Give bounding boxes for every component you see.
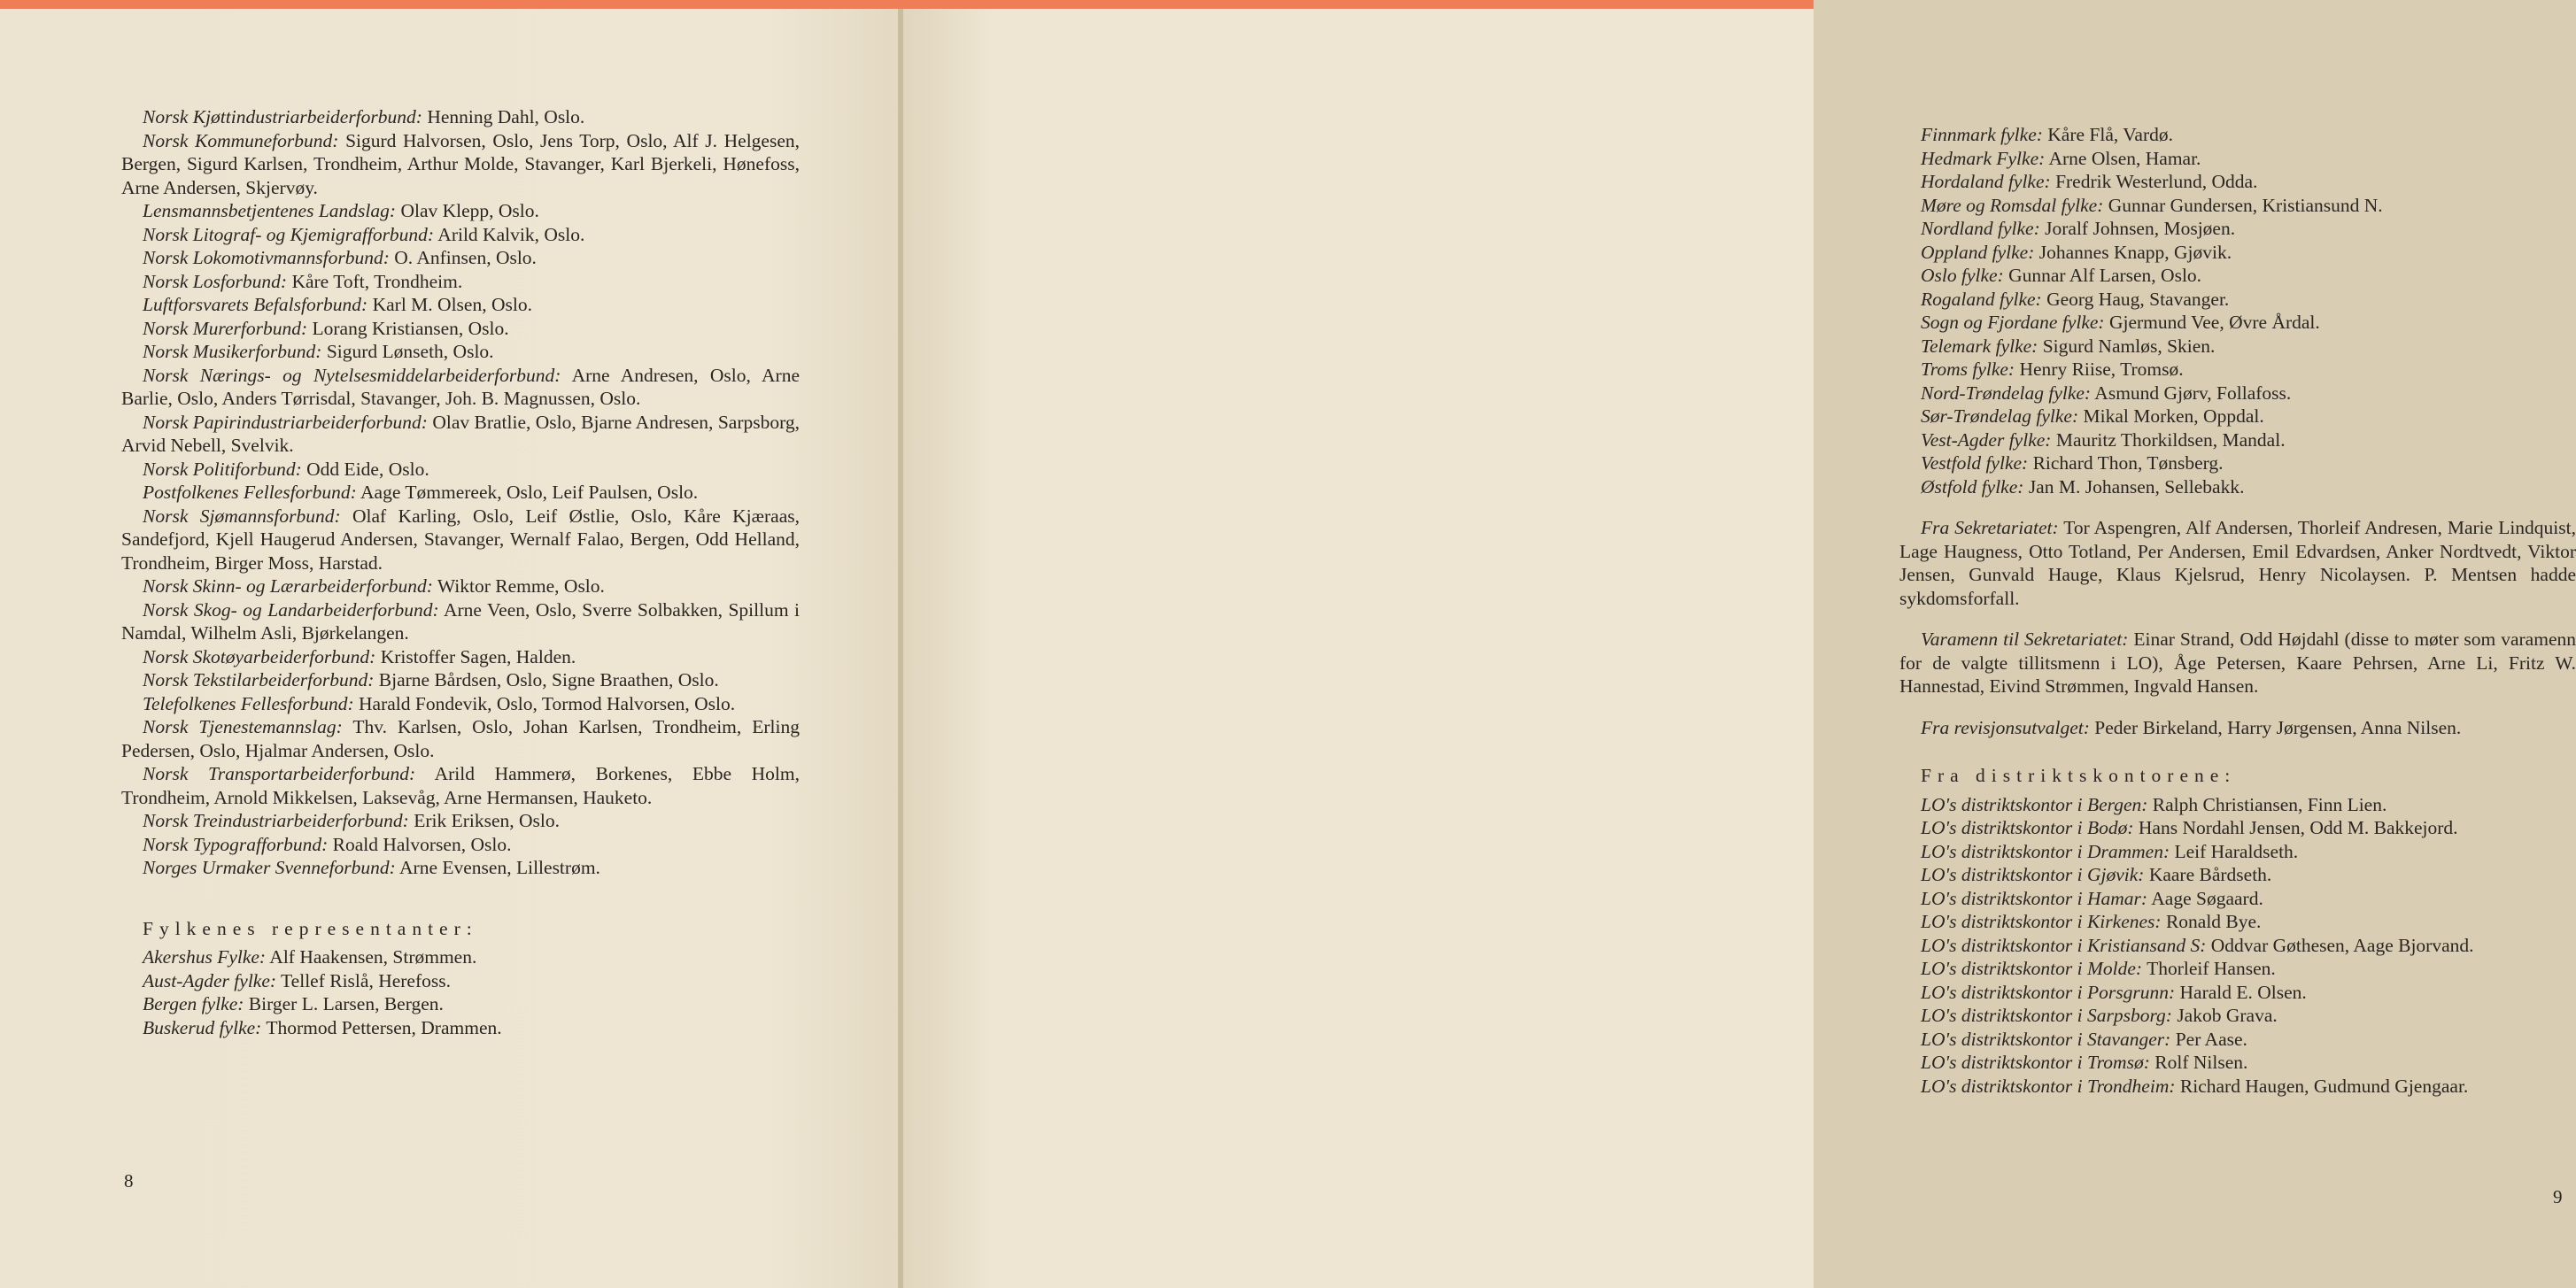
entry-organization: Norsk Papirindustriarbeiderforbund: (143, 411, 428, 433)
entry-members: Arne Veen, Oslo, Sverre Solbakken, Spillum i Namdal, Wilhelm Asli, Bjørkelangen. (121, 598, 800, 644)
entry (1899, 241, 2576, 265)
entry-organization: Fra Sekretariatet: (1921, 517, 2059, 538)
entry-organization: Norsk Transportarbeiderforbund: (143, 763, 416, 784)
entry-members: Arne Olsen, Hamar. (2048, 147, 2201, 169)
entry-members: Erik Eriksen, Oslo. (414, 810, 561, 831)
entry (1899, 516, 2576, 610)
entry (121, 223, 800, 247)
entry-organization: LO's distriktskontor i Bodø: (1921, 817, 2134, 838)
entry-members: Jakob Grava. (2177, 1005, 2278, 1026)
entry-organization: LO's distriktskontor i Trondheim: (1921, 1075, 2176, 1097)
entry (121, 945, 800, 969)
entry-organization: Fra revisjonsutvalget: (1921, 716, 2090, 738)
entry (1899, 123, 2576, 147)
left-page (0, 9, 900, 1288)
entry-members: Arne Andresen, Oslo, Arne Barlie, Oslo, Anders Tørrisdal, Stavanger, Joh. B. Magnussen, Oslo. (121, 364, 801, 409)
entry (121, 992, 800, 1016)
entry (1899, 910, 2576, 934)
entry (1899, 628, 2576, 698)
entry-members: Peder Birkeland, Harry Jørgensen, Anna Nilsen. (2094, 716, 2462, 738)
district-office-list (1899, 793, 2576, 1099)
entry-members: Roald Halvorsen, Oslo. (332, 833, 512, 855)
secretariat-block (1899, 516, 2576, 610)
entry (1899, 1028, 2576, 1052)
entry-members: Kristoffer Sagen, Halden. (380, 645, 576, 667)
entry-members: Aage Tømmereek, Oslo, Leif Paulsen, Oslo. (360, 482, 699, 503)
entry (121, 340, 800, 364)
entry (121, 969, 800, 993)
entry (121, 129, 800, 200)
entry-members: Thormod Pettersen, Drammen. (266, 1016, 502, 1038)
entry-organization: LO's distriktskontor i Kristiansand S: (1921, 934, 2207, 956)
entry-organization: LO's distriktskontor i Kirkenes: (1921, 911, 2162, 932)
entry-organization: Nordland fylke: (1921, 218, 2040, 239)
entry-members: Arne Evensen, Lillestrøm. (399, 857, 600, 878)
entry-organization: Oslo fylke: (1921, 265, 2004, 286)
county-list-left (121, 945, 800, 1039)
entry (1899, 887, 2576, 911)
entry-members: Lorang Kristiansen, Oslo. (312, 317, 509, 339)
entry (121, 411, 800, 458)
counties-heading: Fylkenes representanter: (143, 917, 478, 939)
entry-organization: Norsk Sjømannsforbund: (143, 505, 341, 527)
top-color-stripe (0, 0, 1814, 9)
entry-organization: Norsk Kommuneforbund: (143, 129, 339, 151)
entry-members: Bjarne Bårdsen, Oslo, Signe Braathen, Oslo. (378, 669, 719, 690)
entry-members: Oddvar Gøthesen, Aage Bjorvand. (2210, 934, 2474, 956)
district-offices-heading: Fra distriktskontorene: (1921, 765, 2237, 786)
entry-organization: LO's distriktskontor i Drammen: (1921, 840, 2170, 862)
entry (1899, 793, 2576, 817)
entry-organization: Møre og Romsdal fylke: (1921, 194, 2104, 216)
entry (1899, 217, 2576, 241)
entry-organization: Finnmark fylke: (1921, 124, 2043, 145)
entry-organization: Sogn og Fjordane fylke: (1921, 312, 2105, 333)
entry-organization: Norsk Skog- og Landarbeiderforbund: (143, 598, 439, 621)
entry-organization: Telefolkenes Fellesforbund: (143, 692, 354, 714)
entry (121, 199, 800, 223)
entry-members: Richard Haugen, Gudmund Gjengaar. (2179, 1075, 2469, 1097)
entry-members: Gunnar Gundersen, Kristiansund N. (2108, 194, 2383, 216)
entry-organization: Norsk Treindustriarbeiderforbund: (143, 810, 409, 831)
entry (121, 715, 800, 762)
entry (121, 575, 800, 598)
entry (1899, 288, 2576, 312)
entry-organization: Bergen fylke: (143, 993, 244, 1014)
entry-members: Harald Fondevik, Oslo, Tormod Halvorsen, Oslo. (359, 692, 736, 714)
right-page (903, 9, 2576, 1288)
entry-members: Jan M. Johansen, Sellebakk. (2028, 475, 2245, 497)
entry-members: Rolf Nilsen. (2154, 1052, 2248, 1073)
entry-organization: Sør-Trøndelag fylke: (1921, 405, 2079, 427)
entry-members: Kaare Bårdseth. (2148, 864, 2272, 885)
entry (1899, 716, 2576, 740)
entry-members: Sigurd Namløs, Skien. (2042, 335, 2216, 357)
entry-organization: Varamenn til Sekretariatet: (1921, 629, 2129, 650)
entry-organization: Norsk Litograf- og Kjemigrafforbund: (143, 223, 435, 245)
entry-members: Thorleif Hansen. (2147, 958, 2276, 979)
entry-organization: LO's distriktskontor i Molde: (1921, 958, 2143, 979)
entry (121, 246, 800, 270)
entry-organization: Norsk Losforbund: (143, 270, 288, 292)
entry-members: Johannes Knapp, Gjøvik. (2038, 241, 2232, 263)
entry (121, 505, 800, 575)
entry-organization: LO's distriktskontor i Hamar: (1921, 887, 2148, 909)
entry-members: Birger L. Larsen, Bergen. (248, 993, 444, 1014)
entry-members: Joralf Johnsen, Mosjøen. (2045, 218, 2236, 239)
entry (121, 105, 800, 129)
entry-members: Arild Hammerø, Borkenes, Ebbe Holm, Trondheim, Arnold Mikkelsen, Laksevåg, Arne Hermansen, Hauketo. (121, 763, 800, 808)
deputies-block (1899, 628, 2576, 698)
left-column (121, 105, 800, 1039)
page-number-right: 9 (2553, 1186, 2563, 1207)
entry (1899, 382, 2576, 405)
entry-members: Einar Strand, Odd Højdahl (disse to møter som varamenn for de valgte tillitsmenn i LO), Åge Petersen, Kaare Pehrsen, Arne Li, Fritz W. Hannestad, Eivind Strømmen, Ingvald Hansen. (1899, 629, 2576, 697)
entry-organization: Norsk Typografforbund: (143, 833, 329, 855)
entry (1899, 863, 2576, 887)
entry-organization: LO's distriktskontor i Stavanger: (1921, 1028, 2171, 1050)
entry (121, 645, 800, 669)
entry (1899, 311, 2576, 335)
entry (121, 692, 800, 716)
entry-members: Aage Søgaard. (2151, 887, 2263, 909)
right-column (1899, 123, 2576, 1098)
entry-members: Arild Kalvik, Oslo. (437, 223, 585, 245)
entry-members: Ronald Bye. (2165, 911, 2262, 932)
entry (1899, 405, 2576, 428)
entry (1899, 1051, 2576, 1075)
entry-members: Fredrik Westerlund, Odda. (2055, 171, 2258, 192)
entry (121, 833, 800, 857)
entry-organization: Norsk Lokomotivmannsforbund: (143, 247, 390, 268)
entry-organization: Aust-Agder fylke: (143, 969, 277, 991)
entry-organization: Akershus Fylke: (143, 946, 267, 968)
entry-organization: Luftforsvarets Befalsforbund: (143, 294, 368, 315)
entry-members: Ralph Christiansen, Finn Lien. (2152, 793, 2387, 815)
entry-members: Per Aase. (2175, 1028, 2247, 1050)
entry (121, 598, 800, 645)
entry-organization: Hedmark Fylke: (1921, 147, 2046, 169)
entry (1899, 1075, 2576, 1099)
entry-organization: Oppland fylke: (1921, 241, 2035, 263)
entry-members: Gunnar Alf Larsen, Oslo. (2008, 265, 2202, 286)
entry-organization: LO's distriktskontor i Gjøvik: (1921, 864, 2145, 885)
entry (1899, 840, 2576, 864)
entry (1899, 428, 2576, 452)
entry-organization: Lensmannsbetjentenes Landslag: (143, 200, 397, 221)
entry-organization: Hordaland fylke: (1921, 171, 2051, 192)
entry-members: Mikal Morken, Oppdal. (2083, 405, 2264, 427)
entry-members: Henning Dahl, Oslo. (427, 106, 585, 127)
entry-members: Sigurd Halvorsen, Oslo, Jens Torp, Oslo, Alf J. Helgesen, Bergen, Sigurd Karlsen, Trondheim, Arthur Molde, Stavanger, Karl Bjerkeli, Hønefoss, Arne Andersen, Skjervøy. (121, 129, 801, 198)
entry (1899, 934, 2576, 958)
entry (121, 481, 800, 505)
entry-members: Wiktor Remme, Oslo. (437, 575, 605, 597)
entry-members: Odd Eide, Oslo. (306, 458, 429, 480)
entry (1899, 358, 2576, 382)
entry-organization: Buskerud fylke: (143, 1016, 262, 1038)
entry-organization: Norsk Musikerforbund: (143, 341, 322, 362)
entry-organization: Norsk Kjøttindustriarbeiderforbund: (143, 106, 422, 127)
entry-members: Asmund Gjørv, Follafoss. (2094, 382, 2292, 404)
entry-members: Harald E. Olsen. (2179, 981, 2307, 1003)
entry (121, 1016, 800, 1040)
entry-members: Richard Thon, Tønsberg. (2032, 452, 2224, 474)
entry-organization: Østfold fylke: (1921, 475, 2024, 497)
entry-organization: Postfolkenes Fellesforbund: (143, 482, 357, 503)
entry-organization: Vest-Agder fylke: (1921, 428, 2052, 451)
entry-organization: LO's distriktskontor i Tromsø: (1921, 1052, 2150, 1073)
entry-organization: Vestfold fylke: (1921, 452, 2029, 474)
entry-organization: Norsk Tekstilarbeiderforbund: (143, 669, 375, 690)
entry (1899, 451, 2576, 475)
entry-organization: LO's distriktskontor i Porsgrunn: (1921, 981, 2176, 1003)
entry-organization: Norsk Skinn- og Lærarbeiderforbund: (143, 575, 433, 597)
entry-members: Sigurd Lønseth, Oslo. (326, 341, 494, 362)
entry-members: Thv. Karlsen, Oslo, Johan Karlsen, Trondheim, Erling Pedersen, Oslo, Hjalmar Andersen, Oslo. (121, 716, 800, 761)
entry (1899, 335, 2576, 359)
entry-members: Hans Nordahl Jensen, Odd M. Bakkejord. (2138, 817, 2458, 838)
entry-members: Tor Aspengren, Alf Andersen, Thorleif Andresen, Marie Lindquist, Lage Haugness, Otto Totland, Per Andersen, Emil Edvardsen, Anker Nordtvedt, Viktor Jensen, Gunvald Hauge, Klaus Kjelsrud, Henry Nicolaysen. P. Mentsen hadde sykdomsforfall. (1899, 517, 2576, 609)
entry-organization: Nord-Trøndelag fylke: (1921, 382, 2092, 404)
entry-organization: Norsk Nærings- og Nytelsesmiddelarbeiderforbund: (143, 364, 561, 386)
entry (121, 668, 800, 692)
entry-organization: Norges Urmaker Svenneforbund: (143, 857, 396, 878)
entry (1899, 957, 2576, 981)
entry-members: Gjermund Vee, Øvre Årdal. (2108, 312, 2320, 333)
entry (121, 762, 800, 809)
entry-members: Olav Klepp, Oslo. (400, 200, 539, 221)
entry (121, 458, 800, 482)
entry (121, 809, 800, 833)
entry-members: Tellef Rislå, Herefoss. (281, 969, 451, 991)
page-number-left: 8 (124, 1170, 134, 1192)
union-list (121, 105, 800, 880)
entry-organization: Norsk Skotøyarbeiderforbund: (143, 645, 376, 667)
entry-members: Karl M. Olsen, Oslo. (372, 294, 532, 315)
entry-members: Mauritz Thorkildsen, Mandal. (2055, 428, 2286, 451)
entry (1899, 170, 2576, 194)
county-list-right (1899, 123, 2576, 498)
entry (121, 317, 800, 341)
entry-members: Kåre Flå, Vardø. (2047, 124, 2173, 145)
entry-organization: Telemark fylke: (1921, 335, 2038, 357)
entry-organization: Norsk Politiforbund: (143, 458, 302, 480)
entry (121, 270, 800, 294)
entry-organization: Norsk Murerforbund: (143, 317, 308, 339)
audit-block (1899, 716, 2576, 740)
entry-members: Kåre Toft, Trondheim. (291, 270, 463, 292)
entry (121, 293, 800, 317)
entry-organization: Norsk Tjenestemannslag: (143, 716, 343, 737)
entry-members: Olaf Karling, Oslo, Leif Østlie, Oslo, Kåre Kjæraas, Sandefjord, Kjell Haugerud Andersen, Stavanger, Wernalf Falao, Bergen, Odd Helland, Trondheim, Birger Moss, Harstad. (121, 505, 800, 574)
entry-organization: LO's distriktskontor i Bergen: (1921, 793, 2148, 815)
entry-organization: Troms fylke: (1921, 359, 2015, 380)
entry (1899, 816, 2576, 840)
entry-members: Henry Riise, Tromsø. (2019, 359, 2184, 380)
entry-members: Leif Haraldseth. (2174, 840, 2299, 862)
entry (1899, 1004, 2576, 1028)
entry (1899, 194, 2576, 218)
entry (1899, 475, 2576, 499)
entry-members: Alf Haakensen, Strømmen. (269, 946, 477, 968)
entry-organization: Rogaland fylke: (1921, 288, 2042, 310)
entry (1899, 264, 2576, 288)
entry-members: O. Anfinsen, Oslo. (394, 247, 537, 268)
entry (121, 856, 800, 880)
entry (121, 364, 800, 411)
entry-organization: LO's distriktskontor i Sarpsborg: (1921, 1005, 2172, 1026)
entry (1899, 147, 2576, 171)
entry-members: Georg Haug, Stavanger. (2046, 288, 2230, 310)
entry-members: Olav Bratlie, Oslo, Bjarne Andresen, Sarpsborg, Arvid Nebell, Svelvik. (121, 411, 800, 456)
entry (1899, 981, 2576, 1005)
